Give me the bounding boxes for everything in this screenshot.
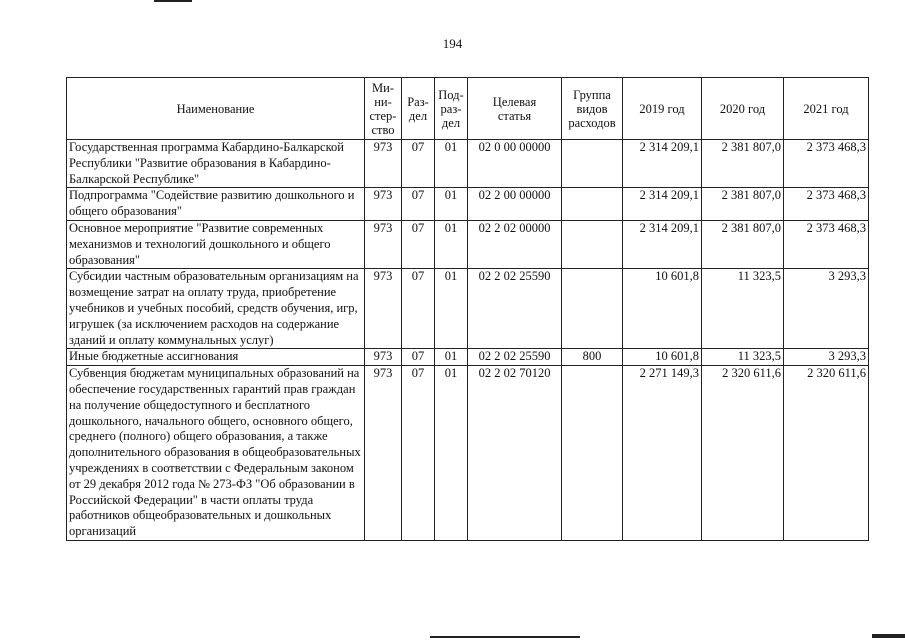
row-target: 02 2 00 00000 <box>468 188 562 221</box>
scan-artifact-top <box>154 0 192 2</box>
header-expense-group: Группа видов расходов <box>562 78 623 140</box>
row-target: 02 2 02 70120 <box>468 366 562 541</box>
table-row <box>67 349 869 366</box>
row-subsection: 01 <box>435 188 468 221</box>
row-target: 02 0 00 00000 <box>468 140 562 188</box>
row-name: Подпрограмма "Содействие развитию дошкольного и общего образования" <box>67 188 365 221</box>
row-ministry: 973 <box>365 188 402 221</box>
scan-artifact-bottom-right <box>872 634 905 638</box>
row-name: Основное мероприятие "Развитие современных механизмов и технологий дошкольного и общего образования" <box>67 220 365 268</box>
row-2021: 2 373 468,3 <box>784 220 869 268</box>
header-target: Целевая статья <box>468 78 562 140</box>
row-subsection: 01 <box>435 269 468 349</box>
row-expense-group <box>562 366 623 541</box>
row-name: Иные бюджетные ассигнования <box>67 349 365 366</box>
row-2019: 2 271 149,3 <box>623 366 702 541</box>
row-ministry: 973 <box>365 349 402 366</box>
row-2020: 2 381 807,0 <box>702 188 784 221</box>
row-subsection: 01 <box>435 349 468 366</box>
row-subsection: 01 <box>435 220 468 268</box>
row-2019: 10 601,8 <box>623 349 702 366</box>
row-ministry: 973 <box>365 269 402 349</box>
row-subsection: 01 <box>435 366 468 541</box>
table-row <box>67 188 869 221</box>
row-expense-group <box>562 269 623 349</box>
row-2020: 2 381 807,0 <box>702 140 784 188</box>
row-2020: 2 320 611,6 <box>702 366 784 541</box>
header-section: Раз- дел <box>402 78 435 140</box>
row-name: Государственная программа Кабардино-Балкарской Республики "Развитие образования в Кабардино-Балкарской Республике" <box>67 140 365 188</box>
row-2020: 2 381 807,0 <box>702 220 784 268</box>
table-header-row <box>67 78 869 140</box>
row-ministry: 973 <box>365 366 402 541</box>
row-section: 07 <box>402 366 435 541</box>
header-name: Наименование <box>67 78 365 140</box>
row-2021: 2 373 468,3 <box>784 140 869 188</box>
row-target: 02 2 02 00000 <box>468 220 562 268</box>
row-subsection: 01 <box>435 140 468 188</box>
row-2021: 2 320 611,6 <box>784 366 869 541</box>
row-2021: 3 293,3 <box>784 349 869 366</box>
table-row <box>67 366 869 541</box>
row-2019: 2 314 209,1 <box>623 220 702 268</box>
table-row <box>67 269 869 349</box>
row-2019: 10 601,8 <box>623 269 702 349</box>
row-ministry: 973 <box>365 140 402 188</box>
row-target: 02 2 02 25590 <box>468 269 562 349</box>
row-name: Субсидии частным образовательным организациям на возмещение затрат на оплату труда, приобретение учебников и учебных пособий, средств обучения, игр, игрушек (за исключением расходов на содержание зданий и оплату коммунальных услуг) <box>67 269 365 349</box>
header-2021: 2021 год <box>784 78 869 140</box>
row-section: 07 <box>402 188 435 221</box>
row-target: 02 2 02 25590 <box>468 349 562 366</box>
row-expense-group <box>562 220 623 268</box>
table-row <box>67 220 869 268</box>
row-ministry: 973 <box>365 220 402 268</box>
row-section: 07 <box>402 349 435 366</box>
page-number: 194 <box>442 36 463 51</box>
row-2019: 2 314 209,1 <box>623 140 702 188</box>
row-2019: 2 314 209,1 <box>623 188 702 221</box>
header-2020: 2020 год <box>702 78 784 140</box>
row-2021: 2 373 468,3 <box>784 188 869 221</box>
row-section: 07 <box>402 269 435 349</box>
header-subsection: Под- раз- дел <box>435 78 468 140</box>
row-expense-group: 800 <box>562 349 623 366</box>
row-2020: 11 323,5 <box>702 349 784 366</box>
row-expense-group <box>562 140 623 188</box>
row-section: 07 <box>402 140 435 188</box>
budget-table <box>66 77 869 541</box>
row-2021: 3 293,3 <box>784 269 869 349</box>
row-name: Субвенция бюджетам муниципальных образований на обеспечение государственных гарантий прав граждан на получение общедоступного и бесплатного дошкольного, начального общего, основного общего, среднего (полного) общего образования, а также дополнительного образования в общеобразовательных учреждениях в соответствии с Федеральным законом от 29 декабря 2012 года № 273-ФЗ "Об образовании в Российской Федерации" в части оплаты труда работников общеобразовательных и дошкольных организаций <box>67 366 365 541</box>
row-section: 07 <box>402 220 435 268</box>
row-2020: 11 323,5 <box>702 269 784 349</box>
header-ministry: Ми- ни- стер- ство <box>365 78 402 140</box>
table-row <box>67 140 869 188</box>
header-2019: 2019 год <box>623 78 702 140</box>
scan-artifact-bottom <box>430 636 580 638</box>
row-expense-group <box>562 188 623 221</box>
